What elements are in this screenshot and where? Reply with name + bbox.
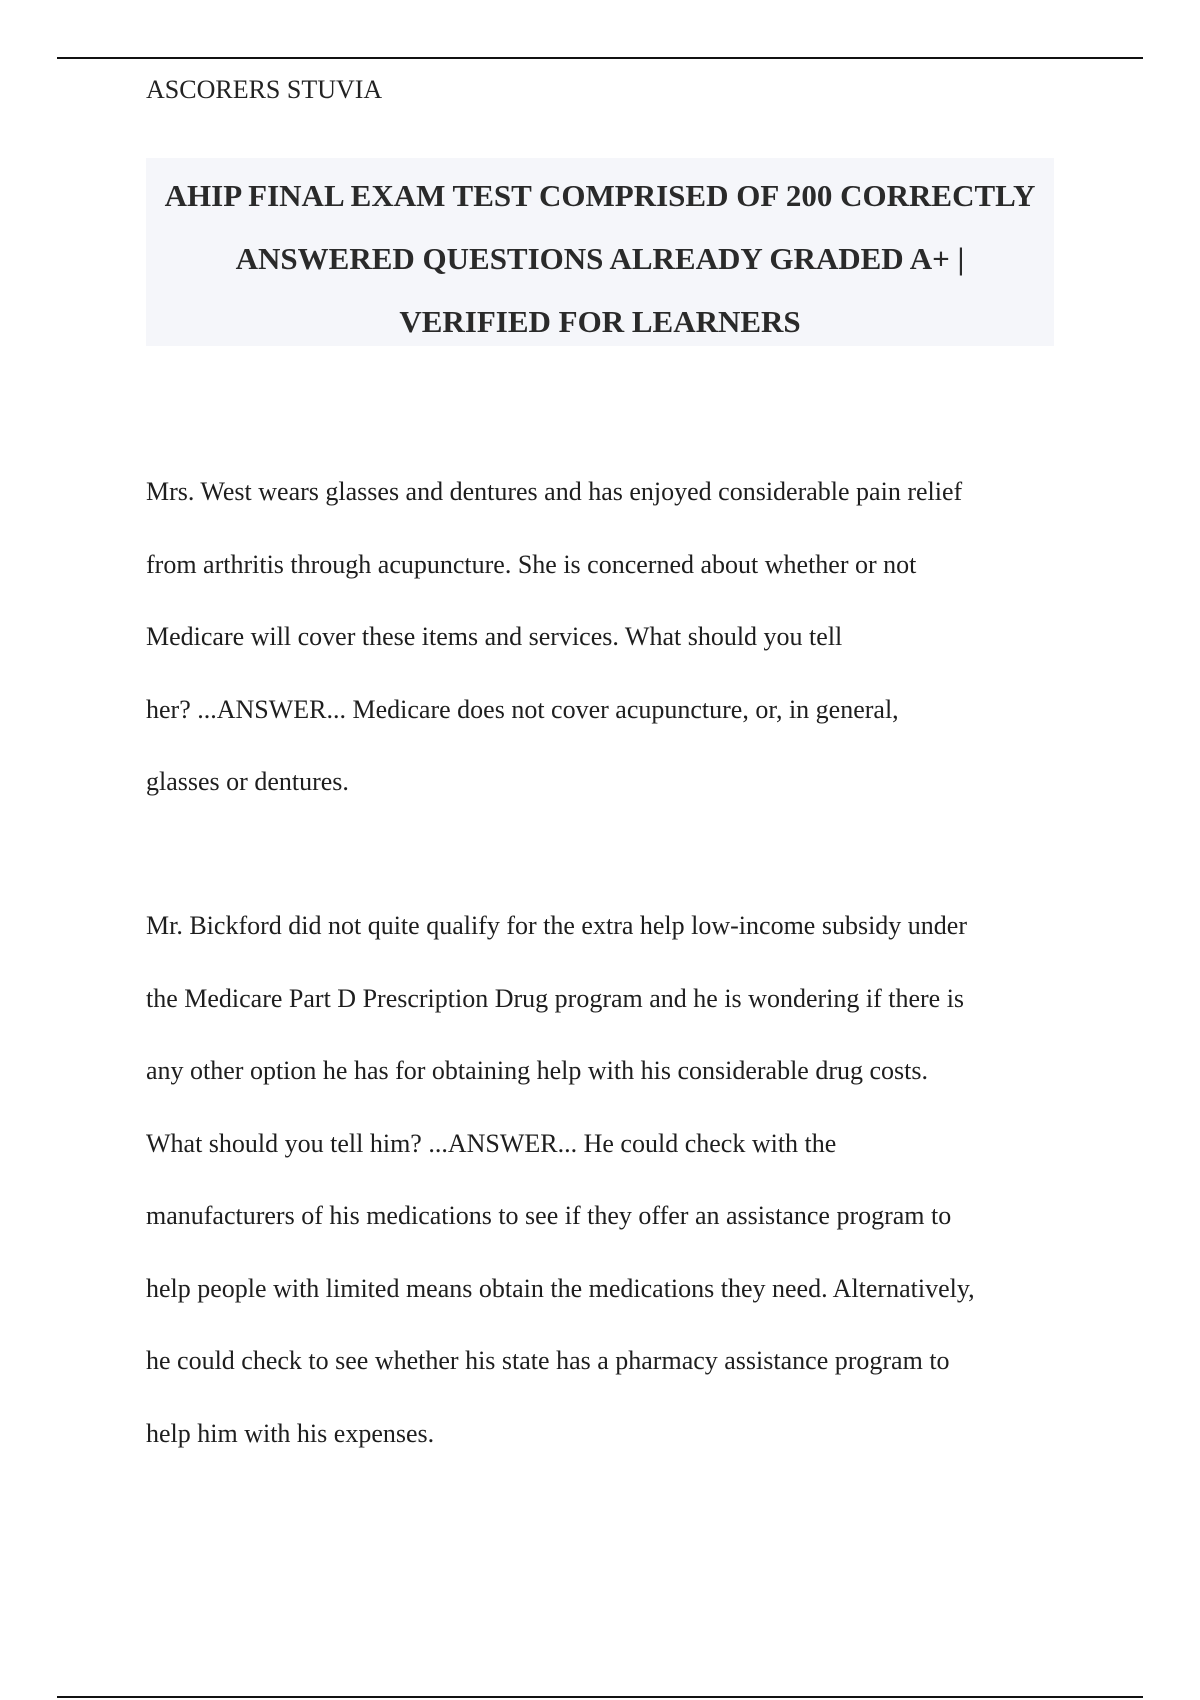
- qa-text-line: he could check to see whether his state has a pharmacy assistance program to: [146, 1346, 950, 1375]
- qa-text-line: help people with limited means obtain the medications they need. Alternatively,: [146, 1273, 975, 1303]
- qa-text-line: What should you tell him? ...ANSWER... He could check with the: [146, 1128, 837, 1158]
- bottom-divider: [57, 1696, 1143, 1698]
- qa-text-line: help him with his expenses.: [146, 1418, 435, 1448]
- qa-text-line: Medicare will cover these items and services. What should you tell: [146, 622, 843, 651]
- question-answer-block-2: [146, 890, 1066, 1470]
- qa-text-line: her? ...ANSWER... Medicare does not cover acupuncture, or, in general,: [146, 694, 899, 724]
- title-line: AHIP FINAL EXAM TEST COMPRISED OF 200 CORRECTLY: [164, 178, 1036, 213]
- title-line: VERIFIED FOR LEARNERS: [399, 304, 801, 339]
- qa-text-line: manufacturers of his medications to see if they offer an assistance program to: [146, 1201, 952, 1230]
- qa-text-line: the Medicare Part D Prescription Drug program and he is wondering if there is: [146, 983, 965, 1013]
- qa-text-line: glasses or dentures.: [146, 767, 349, 796]
- document-title-block: [146, 158, 1054, 346]
- qa-text-line: Mrs. West wears glasses and dentures and has enjoyed considerable pain relief: [146, 477, 963, 506]
- qa-text-line: Mr. Bickford did not quite qualify for the extra help low-income subsidy under: [146, 911, 967, 940]
- document-header-label: ASCORERS STUVIA: [146, 75, 383, 104]
- title-line: ANSWERED QUESTIONS ALREADY GRADED A+ |: [235, 241, 965, 276]
- top-divider: [57, 57, 1143, 59]
- qa-text-line: any other option he has for obtaining help with his considerable drug costs.: [146, 1056, 929, 1085]
- qa-text-line: from arthritis through acupuncture. She is concerned about whether or not: [146, 549, 917, 579]
- question-answer-block-1: [146, 456, 1066, 819]
